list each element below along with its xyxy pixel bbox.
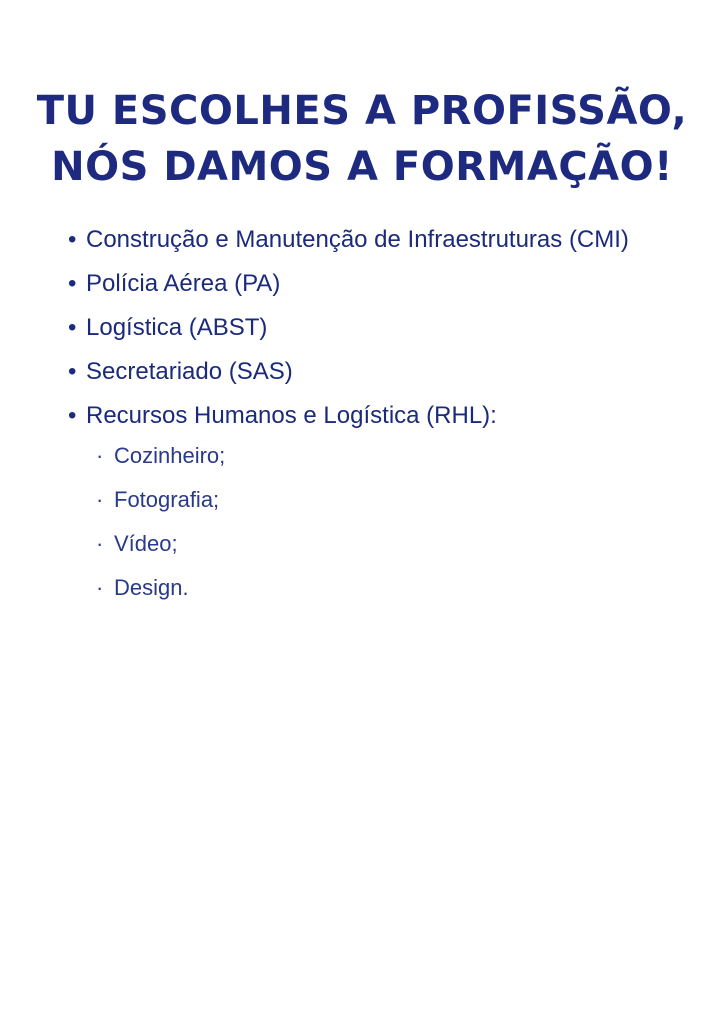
sublist-item-label: Fotografia;: [114, 487, 220, 512]
list-item-label: Construção e Manutenção de Infraestruturas (CMI): [86, 226, 629, 253]
small-bullet-icon: ·: [96, 487, 104, 512]
bullet-icon: •: [68, 402, 77, 429]
bullet-icon: •: [68, 226, 77, 253]
sublist-item-label: Cozinheiro;: [114, 443, 226, 468]
rhl-sublist: [86, 440, 668, 604]
list-item-label: Polícia Aérea (PA): [86, 270, 281, 297]
bullet-icon: •: [68, 270, 77, 297]
headline-line-1: TU ESCOLHES A PROFISSÃO,: [36, 88, 688, 135]
headline-line-2: NÓS DAMOS A FORMAÇÃO!: [51, 144, 673, 191]
sublist-item-label: Design.: [114, 575, 189, 600]
sublist-item-design: [96, 572, 668, 604]
small-bullet-icon: ·: [96, 443, 104, 468]
courses-list: [68, 224, 668, 616]
sublist-item-video: [96, 528, 668, 560]
sublist-item-cozinheiro: [96, 440, 668, 472]
bullet-icon: •: [68, 314, 77, 341]
list-item-rhl: [68, 400, 668, 604]
list-item-label: Logística (ABST): [86, 314, 268, 341]
sublist-item-label: Vídeo;: [114, 531, 178, 556]
list-item-pa: [68, 268, 668, 300]
list-item-abst: [68, 312, 668, 344]
small-bullet-icon: ·: [96, 531, 104, 556]
list-item-label: Recursos Humanos e Logística (RHL):: [86, 402, 497, 429]
sublist-item-fotografia: [96, 484, 668, 516]
list-item-sas: [68, 356, 668, 388]
list-item-cmi: [68, 224, 668, 256]
headline: [0, 83, 724, 195]
bullet-icon: •: [68, 358, 77, 385]
small-bullet-icon: ·: [96, 575, 104, 600]
list-item-label: Secretariado (SAS): [86, 358, 293, 385]
